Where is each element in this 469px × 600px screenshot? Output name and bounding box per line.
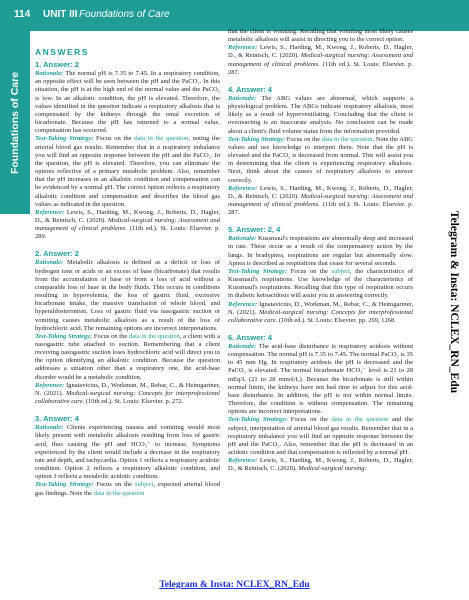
rationale-label: Rationale: — [228, 343, 257, 350]
strategy-text: . Note the ABG values and use knowledge to interpret them. Note that the pH is elevated and the PaCO₂ is decreased from normal. This will assist you in determining that the client is experiencing respiratory alkalosis. Next, think about the causes of respiratory alkalosis to answer correctly. — [228, 135, 413, 184]
rationale-text: The acid-base disturbance is respiratory acidosis without compensation. The normal pH is 7.35 to 7.45. The normal PaCO₂ is 35 to 45 mm Hg. In respiratory acidosis the pH is decreased and the PaCO₂ is elevated. The normal bicarbonate HCO₃⁻ level is 21 to 28 mEq/L (21 to 28 mmol/L). Because the bicarbonate is still within normal limits, the kidneys have not had time to adjust for this acid-base disturbance. In addition, the pH is not within normal limits. Therefore, the condition is without compensation. The remaining options are incorrect interpretations. — [228, 343, 413, 416]
answer-value: 2, 4 — [267, 225, 281, 235]
reference-text: (11th ed.). St. Louis: Elsevier. p. 289. — [35, 225, 221, 241]
right-column — [228, 28, 413, 482]
reference-label: Reference: — [228, 184, 258, 192]
strategy-text: Focus on the — [96, 135, 135, 143]
unit-title: Foundations of Care — [79, 9, 170, 20]
reference-title: Medical-surgical nursing: Assessment and management of clinical problems. — [228, 52, 413, 68]
reference-text: Lewis, S., Harding, M., Kwong, J., Roberts, D., Hagler, D., & Reinisch, C. (2020). — [228, 184, 413, 200]
reference-title: Medical-surgical nursing: Concepts for interprofessional collaborative care. — [228, 308, 413, 324]
strategy-label: Test-Taking Strategy: — [35, 332, 93, 340]
strategy-text: , the characteristics of Kussmaul's respirations. Use knowledge of the characteristics of Kussmaul's respirations. Recalling that this type of respiration occurs in diabetic ketoacidosis will assist you in answering correctly. — [228, 267, 414, 300]
strategy-text: Focus on the — [96, 481, 135, 489]
answer-block-2 — [35, 249, 220, 406]
rationale-label: Rationale: — [35, 424, 64, 432]
answer-label: Answer: — [236, 84, 266, 94]
question-number: 2. — [35, 249, 42, 259]
question-number: 6. — [228, 333, 235, 342]
reference-text: Lewis, S., Harding, M., Kwong, J., Roberts, D., Hagler, D., & Reinisch, C. (2020). — [228, 457, 413, 473]
side-tab — [0, 31, 30, 214]
strategy-continued: that the client is vomiting. Recalling that vomiting most likely causes metabolic alkalosis will assist in directing you to the correct option. — [228, 28, 413, 44]
strategy — [228, 268, 413, 301]
strategy-highlight: data in the question — [134, 135, 189, 143]
reference-text: Lewis, S., Harding, M., Kwong, J., Roberts, D., Hagler, D., & Reinisch, C. (2020). — [35, 208, 220, 224]
answer-header — [228, 225, 413, 234]
reference-text: (11th ed.). St. Louis: Elsevier. p. 287. — [228, 60, 414, 76]
answer-block-3-continued — [228, 28, 413, 77]
rationale — [228, 235, 413, 268]
rationale — [35, 259, 220, 332]
reference-title: Medical-surgical nursing: Assessment and management of clinical problems. — [228, 192, 413, 208]
unit-label: UNIT III — [43, 9, 78, 20]
strategy-highlight: data in the question — [321, 135, 373, 143]
page-number: 114 — [14, 9, 31, 20]
answer-label: Answer: — [43, 249, 73, 259]
rationale — [35, 424, 220, 481]
rationale-text: Kussmaul's respirations are abnormally deep and increased in rate. These occur as a result of the compensatory action by the lungs. In bradypnea, respirations are regular but abnormally slow. Apnea is described as respirations that cease for several seconds. — [228, 235, 414, 267]
side-watermark — [440, 190, 469, 430]
answer-value: 4 — [74, 414, 79, 424]
reference-title: Medical-surgical nursing: — [298, 465, 367, 473]
strategy-highlight: data in the question — [93, 489, 145, 497]
left-column — [35, 48, 220, 506]
question-number: 4. — [228, 84, 235, 94]
question-number: 3. — [35, 414, 42, 424]
strategy-text: Focus on the — [290, 416, 332, 424]
reference-label: Reference: — [35, 208, 65, 216]
reference — [228, 44, 413, 77]
reference-text: (10th ed.). St. Louis: Elsevier. pp. 269, 1268. — [277, 316, 396, 324]
answer-header — [35, 414, 220, 423]
answer-header — [228, 85, 413, 94]
strategy-highlight: subject — [134, 481, 154, 489]
strategy — [228, 136, 413, 185]
answer-label: Answer: — [43, 414, 73, 424]
reference-text: (10th ed.). St. Louis: Elsevier. p. 272. — [84, 398, 184, 406]
strategy-highlight: data in the question — [331, 416, 389, 424]
strategy-text: Focus on the — [93, 332, 129, 340]
rationale — [228, 343, 413, 416]
answer-header — [35, 249, 220, 258]
question-number: 1. — [35, 60, 42, 70]
strategy-label: Test-Taking Strategy: — [35, 481, 94, 489]
strategy — [228, 416, 413, 457]
strategy-highlight: data in the question — [128, 332, 180, 340]
strategy — [35, 333, 220, 382]
answer-header — [228, 333, 413, 342]
answer-value: 4 — [267, 333, 272, 342]
rationale — [228, 95, 413, 136]
reference — [35, 382, 220, 406]
reference — [228, 185, 413, 218]
rationale-text: The normal pH is 7.35 to 7.45. In a respiratory condition, an opposite effect will be seen between the pH and the PaCO₂. In this situation, the pH is at the high end of the normal value and the PaCO₂ is low. In an alkalotic condition, the pH is elevated. Therefore, the values identified in the question indicate a respiratory alkalosis that is compensated by the kidneys through the renal excretion of bicarbonate. Because the pH has returned to a normal value, compensation has occurred. — [35, 70, 220, 135]
strategy-text: , a client with a nasogastric tube attached to suction. Remembering that a client receiving nasogastric suction loses hydrochloric acid will direct you to the option identifying an alkalotic condition. Because the question addresses a situation other than a respiratory one, the acid-base disorder would be a metabolic condition. — [35, 332, 221, 381]
watermark-text: Telegram & Insta: NCLEX_RN_Edu — [448, 211, 460, 393]
strategy-text: Focus on the — [286, 135, 322, 143]
reference-title: Medical-surgical nursing: Concepts for interprofessional collaborative care. — [35, 389, 220, 406]
strategy-text: , expected arterial blood gas findings. Note the — [35, 481, 220, 497]
strategy-text: Focus on the — [290, 267, 332, 275]
strategy-label: Test-Taking Strategy: — [228, 135, 286, 143]
reference-text: Ignatavicius, D., Workman, M., Rebar, C., & Heimgartner, N. (2021). — [35, 381, 220, 397]
answer-block-4 — [228, 85, 413, 217]
strategy-text: , noting the arterial blood gas results. Remember that in a respiratory imbalance you will find an opposite response between the pH and the PaCO₂. In the question, the pH is elevated. Therefore, you can eliminate the options reflective of a primary metabolic problem. Also, remember that the pH increases in an alkalotic condition and compensation can be evidenced by a normal pH. The correct option reflects a respiratory alkalotic condition and compensation and describes the blood gas values as indicated in the question. — [35, 135, 220, 208]
page-header — [0, 0, 469, 31]
strategy-label: Test-Taking Strategy: — [228, 416, 288, 424]
rationale-label: Rationale: — [35, 259, 64, 267]
reference-text: (11th ed.). St. Louis: Elsevier. p. 287. — [228, 200, 414, 217]
reference — [35, 209, 220, 242]
strategy-label: Test-Taking Strategy: — [228, 267, 288, 275]
answer-block-1 — [35, 60, 220, 241]
footer — [0, 580, 469, 590]
answer-value: 2 — [74, 60, 79, 70]
answer-value: 4 — [267, 84, 272, 94]
reference-label: Reference: — [228, 44, 258, 52]
answers-heading: ANSWERS — [35, 47, 89, 57]
answer-header — [35, 60, 220, 69]
answer-label: Answer: — [236, 225, 266, 235]
reference-label: Reference: — [228, 457, 258, 465]
footer-link[interactable]: Telegram & Insta: NCLEX_RN_Edu — [159, 580, 310, 590]
rationale-text: Metabolic alkalosis is defined as a deficit or loss of hydrogen ions or acids or an excess of base (bicarbonate) that results from the accumulation of base or from a loss of acid without a comparable loss of base in the body fluids. This occurs in conditions resulting in hypovolemia, the loss of gastric fluid, excessive bicarbonate intake, the massive transfusion of whole blood, and hyperaldosteronism. Loss of gastric fluid via nasogastric suction or vomiting causes metabolic alkalosis as a result of the loss of hydrochloric acid. The remaining options are incorrect interpretations. — [35, 259, 220, 332]
strategy-highlight: subject — [331, 267, 350, 275]
answer-block-6 — [228, 333, 413, 474]
reference-title: Medical-surgical nursing: Assessment and management of clinical problems. — [35, 216, 220, 233]
rationale-text: The ABG values are abnormal, which supports a physiological problem. The ABGs indicate respiratory alkalosis, most likely as a result of hyperventilating. Concluding that the client is overreacting is an inaccurate analysis. No conclusion can be made about a client's fluid volume status from the information provided. — [228, 94, 414, 135]
reference — [228, 457, 413, 473]
answer-value: 2 — [74, 249, 79, 259]
rationale-label: Rationale: — [228, 94, 257, 102]
reference-text: Ignatavicius, D., Workman, M., Rebar, C., & Heimgartner, N. (2021). — [228, 300, 413, 316]
answer-block-5 — [228, 225, 413, 325]
answer-label: Answer: — [43, 60, 73, 70]
rationale-label: Rationale: — [35, 70, 64, 78]
strategy-text: and the subject, interpretation of arterial blood gas results. Remember that in a respiratory imbalance you will find an opposite response between the pH and the PaCO₂. Also, remember that the pH is decreased in an acidotic condition and that compensation is reflected by a normal pH. — [228, 416, 413, 457]
question-number: 5. — [228, 225, 235, 235]
answer-label: Answer: — [236, 333, 266, 342]
reference-text: Lewis, S., Harding, M., Kwong, J., Roberts, D., Hagler, D., & Reinisch, C. (2020). — [228, 44, 413, 60]
strategy — [35, 481, 220, 497]
answer-block-3 — [35, 414, 220, 497]
rationale-text: Clients experiencing nausea and vomiting would most likely present with metabolic alkalosis resulting from loss of gastric acid, thus causing the pH and HCO₃⁻ to increase. Symptoms experienced by the client would include a decrease in the respiratory rate and depth, and tachycardia. Option 1 reflects a respiratory acidotic condition. Option 2 reflects a respiratory alkalotic condition, and option 3 reflects a metabolic acidotic condition. — [35, 424, 221, 481]
reference — [228, 301, 413, 325]
rationale-label: Rationale: — [228, 235, 257, 243]
strategy — [35, 135, 220, 208]
side-tab-label: Foundations of Care — [9, 71, 21, 175]
reference-label: Reference: — [228, 300, 258, 308]
rationale — [35, 70, 220, 135]
reference-label: Reference: — [35, 381, 65, 389]
strategy-label: Test-Taking Strategy: — [35, 135, 94, 143]
